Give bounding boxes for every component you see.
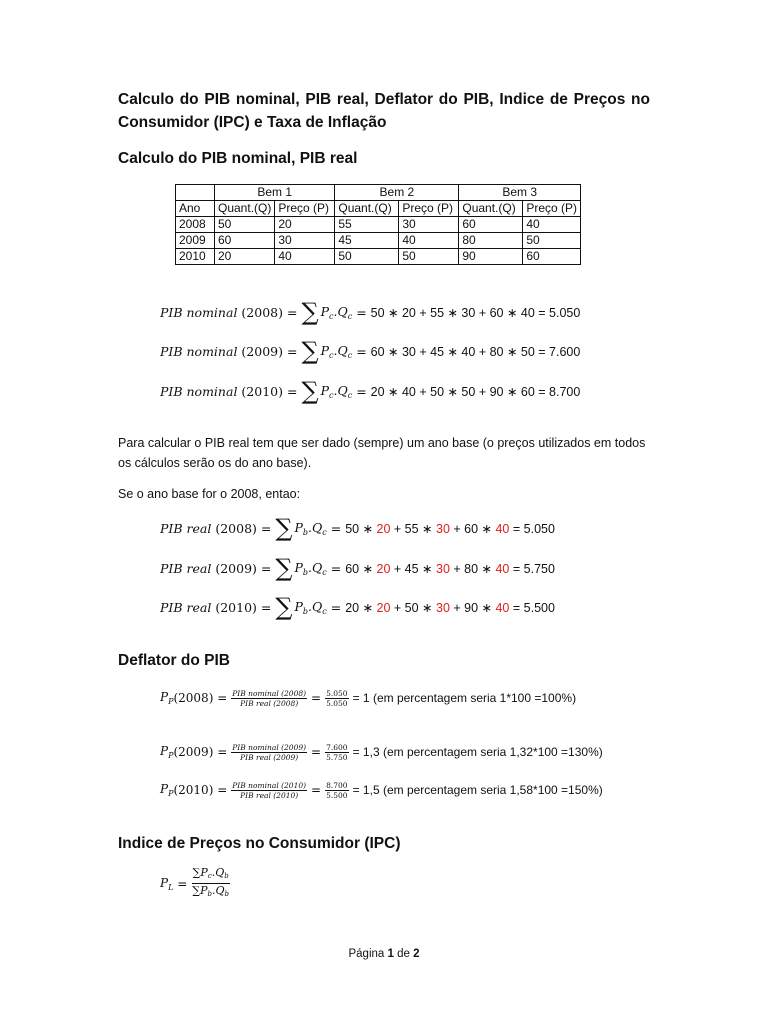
deflator-year: (2009) [173, 745, 214, 759]
sum-symbol: ∑ [301, 337, 319, 365]
equation-label: PIB nominal [160, 304, 238, 320]
equation-real-2010: PIB real (2010) = ∑ $P_b.Q_c$ = 20 ∗ 20 + 50 ∗ 30 + 90 ∗ 40 = 5.500 [160, 593, 555, 621]
table-group-header: Bem 1 [215, 185, 335, 201]
table-cell: 50 [399, 249, 459, 265]
table-cell: 50 [335, 249, 399, 265]
table-column-header: Preço (P) [275, 201, 335, 217]
quantity-value: 50 [404, 600, 419, 615]
table-column-header: Quant.(Q) [335, 201, 399, 217]
section-heading-ipc: Indice de Preços no Consumidor (IPC) [118, 835, 401, 852]
fraction-laspeyres: $\frac{\sum Pc.Qb}{\sum Pb.Qb}$ [192, 866, 230, 898]
fraction-values: $\frac{5.050}{5.050}$ [326, 688, 348, 708]
table-column-header: Ano [176, 201, 215, 217]
equation-result: 5.500 [523, 600, 555, 615]
quantity-value: 45 [404, 561, 419, 576]
equation-year: (2010) [241, 383, 283, 399]
base-price-value: 30 [436, 561, 450, 576]
deflator-result: = 1,5 (em percentagem seria 1,58*100 =150%) [352, 783, 603, 797]
equation-rhs: 50 ∗ 20 + 55 ∗ 30 + 60 ∗ 40 = 5.050 [370, 305, 581, 320]
table-cell: 20 [275, 217, 335, 233]
equation-deflator-2009: $P_P$ (2009) = $\frac{\text{PIB nominal (2009)}}{\text{PIB real (2009)}}$ = $\frac{7.600}{5.750}$ = 1,3 (em percentagem seria 1,32*100 =130%) [160, 742, 603, 762]
table-cell: 2009 [176, 233, 215, 249]
table-cell: 30 [399, 217, 459, 233]
table-cell: 20 [215, 249, 275, 265]
data-table [175, 184, 581, 265]
base-price-value: 30 [436, 600, 450, 615]
table-cell: 50 [523, 233, 581, 249]
table-group-row [176, 185, 581, 201]
quantity-value: 20 [345, 600, 360, 615]
quantity-value: 60 [464, 521, 479, 536]
quantity-value: 90 [464, 600, 479, 615]
page-number: 1 [387, 948, 394, 960]
equation-year: (2009) [241, 343, 283, 359]
table-header-row [176, 201, 581, 217]
table-column-header: Preço (P) [399, 201, 459, 217]
equation-result: 5.050 [523, 521, 555, 536]
equation-nominal-2009: PIB nominal (2009) = ∑ $P_c.Q_c$ = 60 ∗ 30 + 45 ∗ 40 + 80 ∗ 50 = 7.600 [160, 337, 581, 365]
table-cell: 2008 [176, 217, 215, 233]
equation-nominal-2010: PIB nominal (2010) = ∑ $P_c.Q_c$ = 20 ∗ 40 + 50 ∗ 50 + 90 ∗ 60 = 8.700 [160, 377, 581, 405]
base-price-value: 20 [376, 521, 391, 536]
document-title: Calculo do PIB nominal, PIB real, Deflator do PIB, Indice de Preços no Consumidor (IPC) e Taxa de Inflação [118, 91, 650, 131]
deflator-year: (2008) [173, 691, 214, 705]
deflator-result: = 1,3 (em percentagem seria 1,32*100 =130%) [352, 745, 603, 759]
table-cell: 50 [215, 217, 275, 233]
table-row [176, 217, 581, 233]
equation-year: (2010) [215, 599, 257, 615]
equation-label: PIB nominal [160, 383, 238, 399]
equation-nominal-2008: PIB nominal (2008) = ∑ $P_c.Q_c$ = 50 ∗ 20 + 55 ∗ 30 + 60 ∗ 40 = 5.050 [160, 298, 581, 326]
table-cell: 45 [335, 233, 399, 249]
base-price-value: 40 [495, 521, 510, 536]
equation-rhs: 20 ∗ 40 + 50 ∗ 50 + 90 ∗ 60 = 8.700 [370, 384, 581, 399]
equation-deflator-2008: $P_P$ (2008) = $\frac{\text{PIB nominal (2008)}}{\text{PIB real (2008)}}$ = $\frac{5.050}{5.050}$ = 1 (em percentagem seria 1*100 =100%) [160, 688, 577, 708]
equation-year: (2008) [215, 520, 257, 536]
base-price-value: 20 [376, 600, 391, 615]
table-group-header: Bem 3 [459, 185, 581, 201]
table-cell: 2010 [176, 249, 215, 265]
section-heading-pib: Calculo do PIB nominal, PIB real [118, 150, 358, 167]
paragraph-se-ano-base: Se o ano base for o 2008, entao: [118, 487, 301, 501]
table-cell: 40 [399, 233, 459, 249]
equation-label: PIB real [160, 520, 212, 536]
table-cell: 30 [275, 233, 335, 249]
equation-year: (2008) [241, 304, 283, 320]
equation-rhs: 60 ∗ 30 + 45 ∗ 40 + 80 ∗ 50 = 7.600 [370, 344, 581, 359]
table-row [176, 249, 581, 265]
table-cell: 55 [335, 217, 399, 233]
table-row [176, 233, 581, 249]
paragraph-ano-base: Para calcular o PIB real tem que ser dado (sempre) um ano base (o preços utilizados em todos os cálculos serão os do ano base). [118, 436, 646, 470]
equation-year: (2009) [215, 560, 257, 576]
sum-symbol: ∑ [301, 298, 319, 326]
equation-result: 5.750 [523, 561, 555, 576]
table-cell: 90 [459, 249, 523, 265]
quantity-value: 80 [464, 561, 479, 576]
deflator-year: (2010) [173, 783, 214, 797]
equation-ipc: $P_L$ = $\frac{\sum Pc.Qb}{\sum Pb.Qb}$ [160, 866, 234, 901]
base-price-value: 40 [495, 561, 510, 576]
equation-label: PIB real [160, 599, 212, 615]
equation-real-2009: PIB real (2009) = ∑ $P_b.Q_c$ = 60 ∗ 20 + 45 ∗ 30 + 80 ∗ 40 = 5.750 [160, 554, 555, 582]
equation-label: PIB real [160, 560, 212, 576]
table-column-header: Preço (P) [523, 201, 581, 217]
equation-real-2008: PIB real (2008) = ∑ $P_b.Q_c$ = 50 ∗ 20 + 55 ∗ 30 + 60 ∗ 40 = 5.050 [160, 514, 555, 542]
table-cell: 40 [275, 249, 335, 265]
table-cell: 60 [459, 217, 523, 233]
table-column-header: Quant.(Q) [215, 201, 275, 217]
base-price-value: 30 [436, 521, 450, 536]
base-price-value: 40 [495, 600, 510, 615]
fraction-values: $\frac{7.600}{5.750}$ [326, 742, 348, 762]
table-column-header: Quant.(Q) [459, 201, 523, 217]
base-price-value: 20 [376, 561, 391, 576]
equation-label: PIB nominal [160, 343, 238, 359]
fraction-pib: $\frac{\text{PIB nominal (2008)}}{\text{PIB real (2008)}}$ [232, 688, 307, 708]
page-footer: Página 1 de 2 [348, 948, 420, 960]
table-cell: 40 [523, 217, 581, 233]
equation-deflator-2010: $P_P$ (2010) = $\frac{\text{PIB nominal (2010)}}{\text{PIB real (2010)}}$ = $\frac{8.700}{5.500}$ = 1,5 (em percentagem seria 1,58*100 =150%) [160, 780, 603, 800]
table-cell: 60 [523, 249, 581, 265]
table-empty-cell [176, 185, 215, 201]
quantity-value: 50 [345, 521, 360, 536]
fraction-pib: $\frac{\text{PIB nominal (2010)}}{\text{PIB real (2010)}}$ [232, 780, 307, 800]
sum-symbol: ∑ [301, 377, 319, 405]
section-heading-deflator: Deflator do PIB [118, 652, 230, 669]
sum-symbol: ∑ [275, 554, 293, 582]
quantity-value: 60 [345, 561, 360, 576]
deflator-result: = 1 (em percentagem seria 1*100 =100%) [352, 691, 577, 705]
table-cell: 80 [459, 233, 523, 249]
sum-symbol: ∑ [275, 514, 293, 542]
fraction-pib: $\frac{\text{PIB nominal (2009)}}{\text{PIB real (2009)}}$ [232, 742, 307, 762]
sum-symbol: ∑ [275, 593, 293, 621]
page-total: 2 [413, 948, 420, 960]
table-cell: 60 [215, 233, 275, 249]
quantity-value: 55 [404, 521, 419, 536]
table-group-header: Bem 2 [335, 185, 459, 201]
fraction-values: $\frac{8.700}{5.500}$ [326, 780, 348, 800]
